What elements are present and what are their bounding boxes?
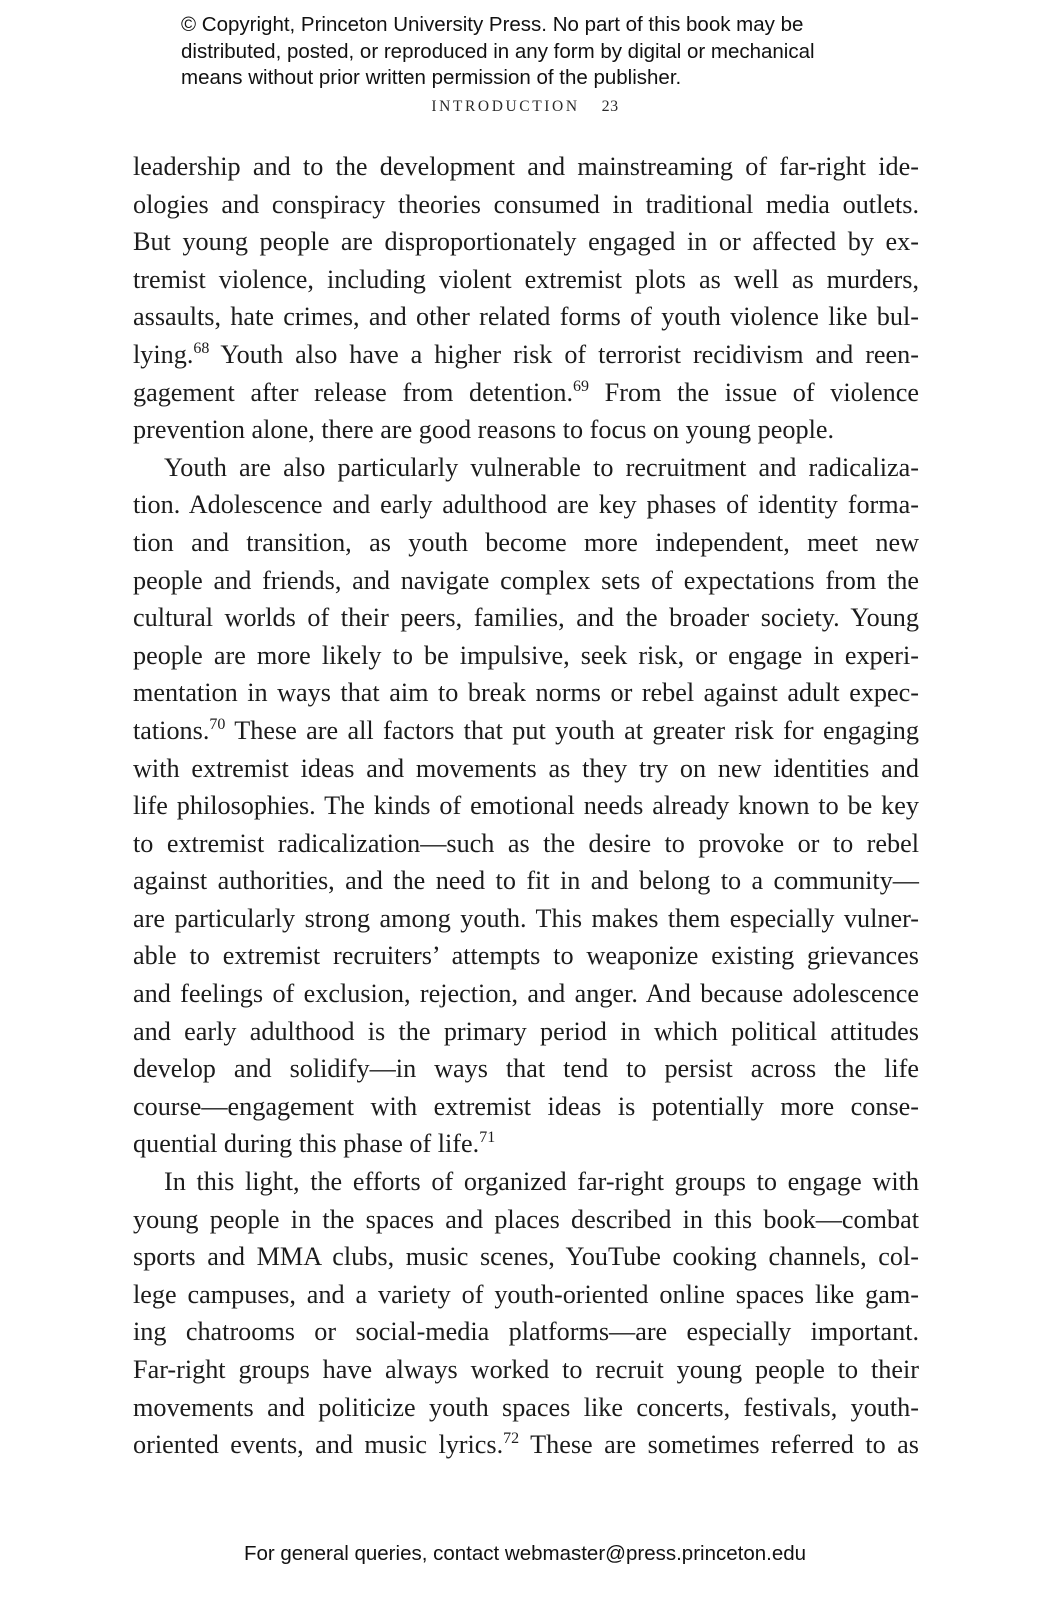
running-head-title: INTRODUCTION	[431, 98, 580, 115]
text-fragment: These are all factors that put youth at greater risk for engaging	[225, 715, 919, 745]
footnote-marker: 69	[573, 377, 590, 395]
text-line: Youth are also particularly vulnerable to recruitment and radicaliza-	[164, 452, 919, 482]
text-line	[133, 374, 919, 412]
text-line: life philosophies. The kinds of emotional needs already known to be key	[133, 791, 919, 821]
text-line: young people in the spaces and places described in this book—combat	[133, 1204, 919, 1234]
text-line: course—engagement with extremist ideas is potentially more conse-	[133, 1091, 919, 1121]
text-line: to extremist radicalization—such as the desire to provoke or to rebel	[133, 828, 919, 858]
text-line: are particularly strong among youth. This makes them especially vulner-	[133, 903, 919, 933]
copyright-notice	[181, 12, 901, 92]
footer-contact: For general queries, contact webmaster@press.princeton.edu	[243, 1542, 807, 1565]
main-text	[133, 148, 919, 1464]
text-fragment: gagement after release from detention.	[133, 377, 574, 407]
text-line: with extremist ideas and movements as they try on new identities and	[133, 753, 919, 783]
text-line: But young people are disproportionately engaged in or affected by ex-	[133, 227, 919, 257]
text-line: people and friends, and navigate complex sets of expectations from the	[133, 565, 919, 595]
text-fragment: lying.	[133, 339, 194, 369]
text-fragment: These are sometimes referred to as	[519, 1430, 919, 1460]
text-line: tion and transition, as youth become more independent, meet new	[133, 527, 919, 557]
text-line: and early adulthood is the primary period in which political attitudes	[133, 1016, 919, 1046]
text-line: Far-right groups have always worked to recruit young people to their	[133, 1355, 919, 1384]
text-fragment: tations.	[133, 715, 210, 745]
text-line	[133, 336, 919, 374]
paragraph	[133, 1163, 919, 1464]
footnote-marker: 71	[479, 1129, 496, 1147]
text-fragment: quential during this phase of life.	[133, 1129, 480, 1159]
text-line: assaults, hate crimes, and other related forms of youth violence like bul-	[133, 302, 919, 332]
text-line: lege campuses, and a variety of youth-oriented online spaces like gam-	[133, 1279, 919, 1309]
text-line	[133, 712, 919, 750]
text-line: ologies and conspiracy theories consumed in traditional media outlets.	[133, 189, 919, 219]
text-line: ing chatrooms or social-media platforms—are especially important.	[133, 1317, 919, 1347]
footnote-marker: 68	[193, 340, 210, 358]
text-line: tion. Adolescence and early adulthood are key phases of identity forma-	[133, 490, 919, 520]
text-line: people are more likely to be impulsive, seek risk, or engage in experi-	[133, 640, 919, 670]
running-head	[0, 98, 1050, 116]
text-line: able to extremist recruiters’ attempts to weaponize existing grievances	[133, 941, 919, 971]
text-line: prevention alone, there are good reasons to focus on young people.	[133, 415, 835, 445]
text-line: tremist violence, including violent extremist plots as well as murders,	[133, 264, 919, 294]
text-line: movements and politicize youth spaces like concerts, festivals, youth-	[133, 1392, 919, 1422]
text-line: against authorities, and the need to fit in and belong to a community—	[133, 866, 919, 896]
copyright-line: means without prior written permission of the publisher.	[181, 66, 682, 89]
text-line: sports and MMA clubs, music scenes, YouTube cooking channels, col-	[133, 1242, 919, 1272]
text-fragment: Youth also have a higher risk of terrorist recidivism and reen-	[209, 339, 919, 369]
text-line: leadership and to the development and mainstreaming of far-right ide-	[133, 152, 919, 181]
text-fragment: From the issue of violence	[589, 377, 919, 407]
text-line: and feelings of exclusion, rejection, and anger. And because adolescence	[133, 979, 919, 1009]
footnote-marker: 70	[209, 716, 226, 733]
paragraph	[133, 449, 919, 1163]
text-line: mentation in ways that aim to break norms or rebel against adult expec-	[133, 678, 919, 708]
paragraph	[133, 148, 919, 449]
text-fragment: oriented events, and music lyrics.	[133, 1430, 504, 1460]
copyright-line: distributed, posted, or reproduced in any form by digital or mechanical	[181, 39, 815, 63]
text-line: develop and solidify—in ways that tend to persist across the life	[133, 1054, 919, 1084]
footnote-marker: 72	[503, 1430, 520, 1448]
text-line	[133, 1426, 919, 1464]
text-line	[133, 1125, 919, 1163]
page-number: 23	[601, 98, 619, 115]
copyright-line: © Copyright, Princeton University Press. No part of this book may be	[181, 13, 804, 36]
text-line: In this light, the efforts of organized far-right groups to engage with	[164, 1167, 919, 1197]
text-line: cultural worlds of their peers, families, and the broader society. Young	[133, 603, 919, 633]
